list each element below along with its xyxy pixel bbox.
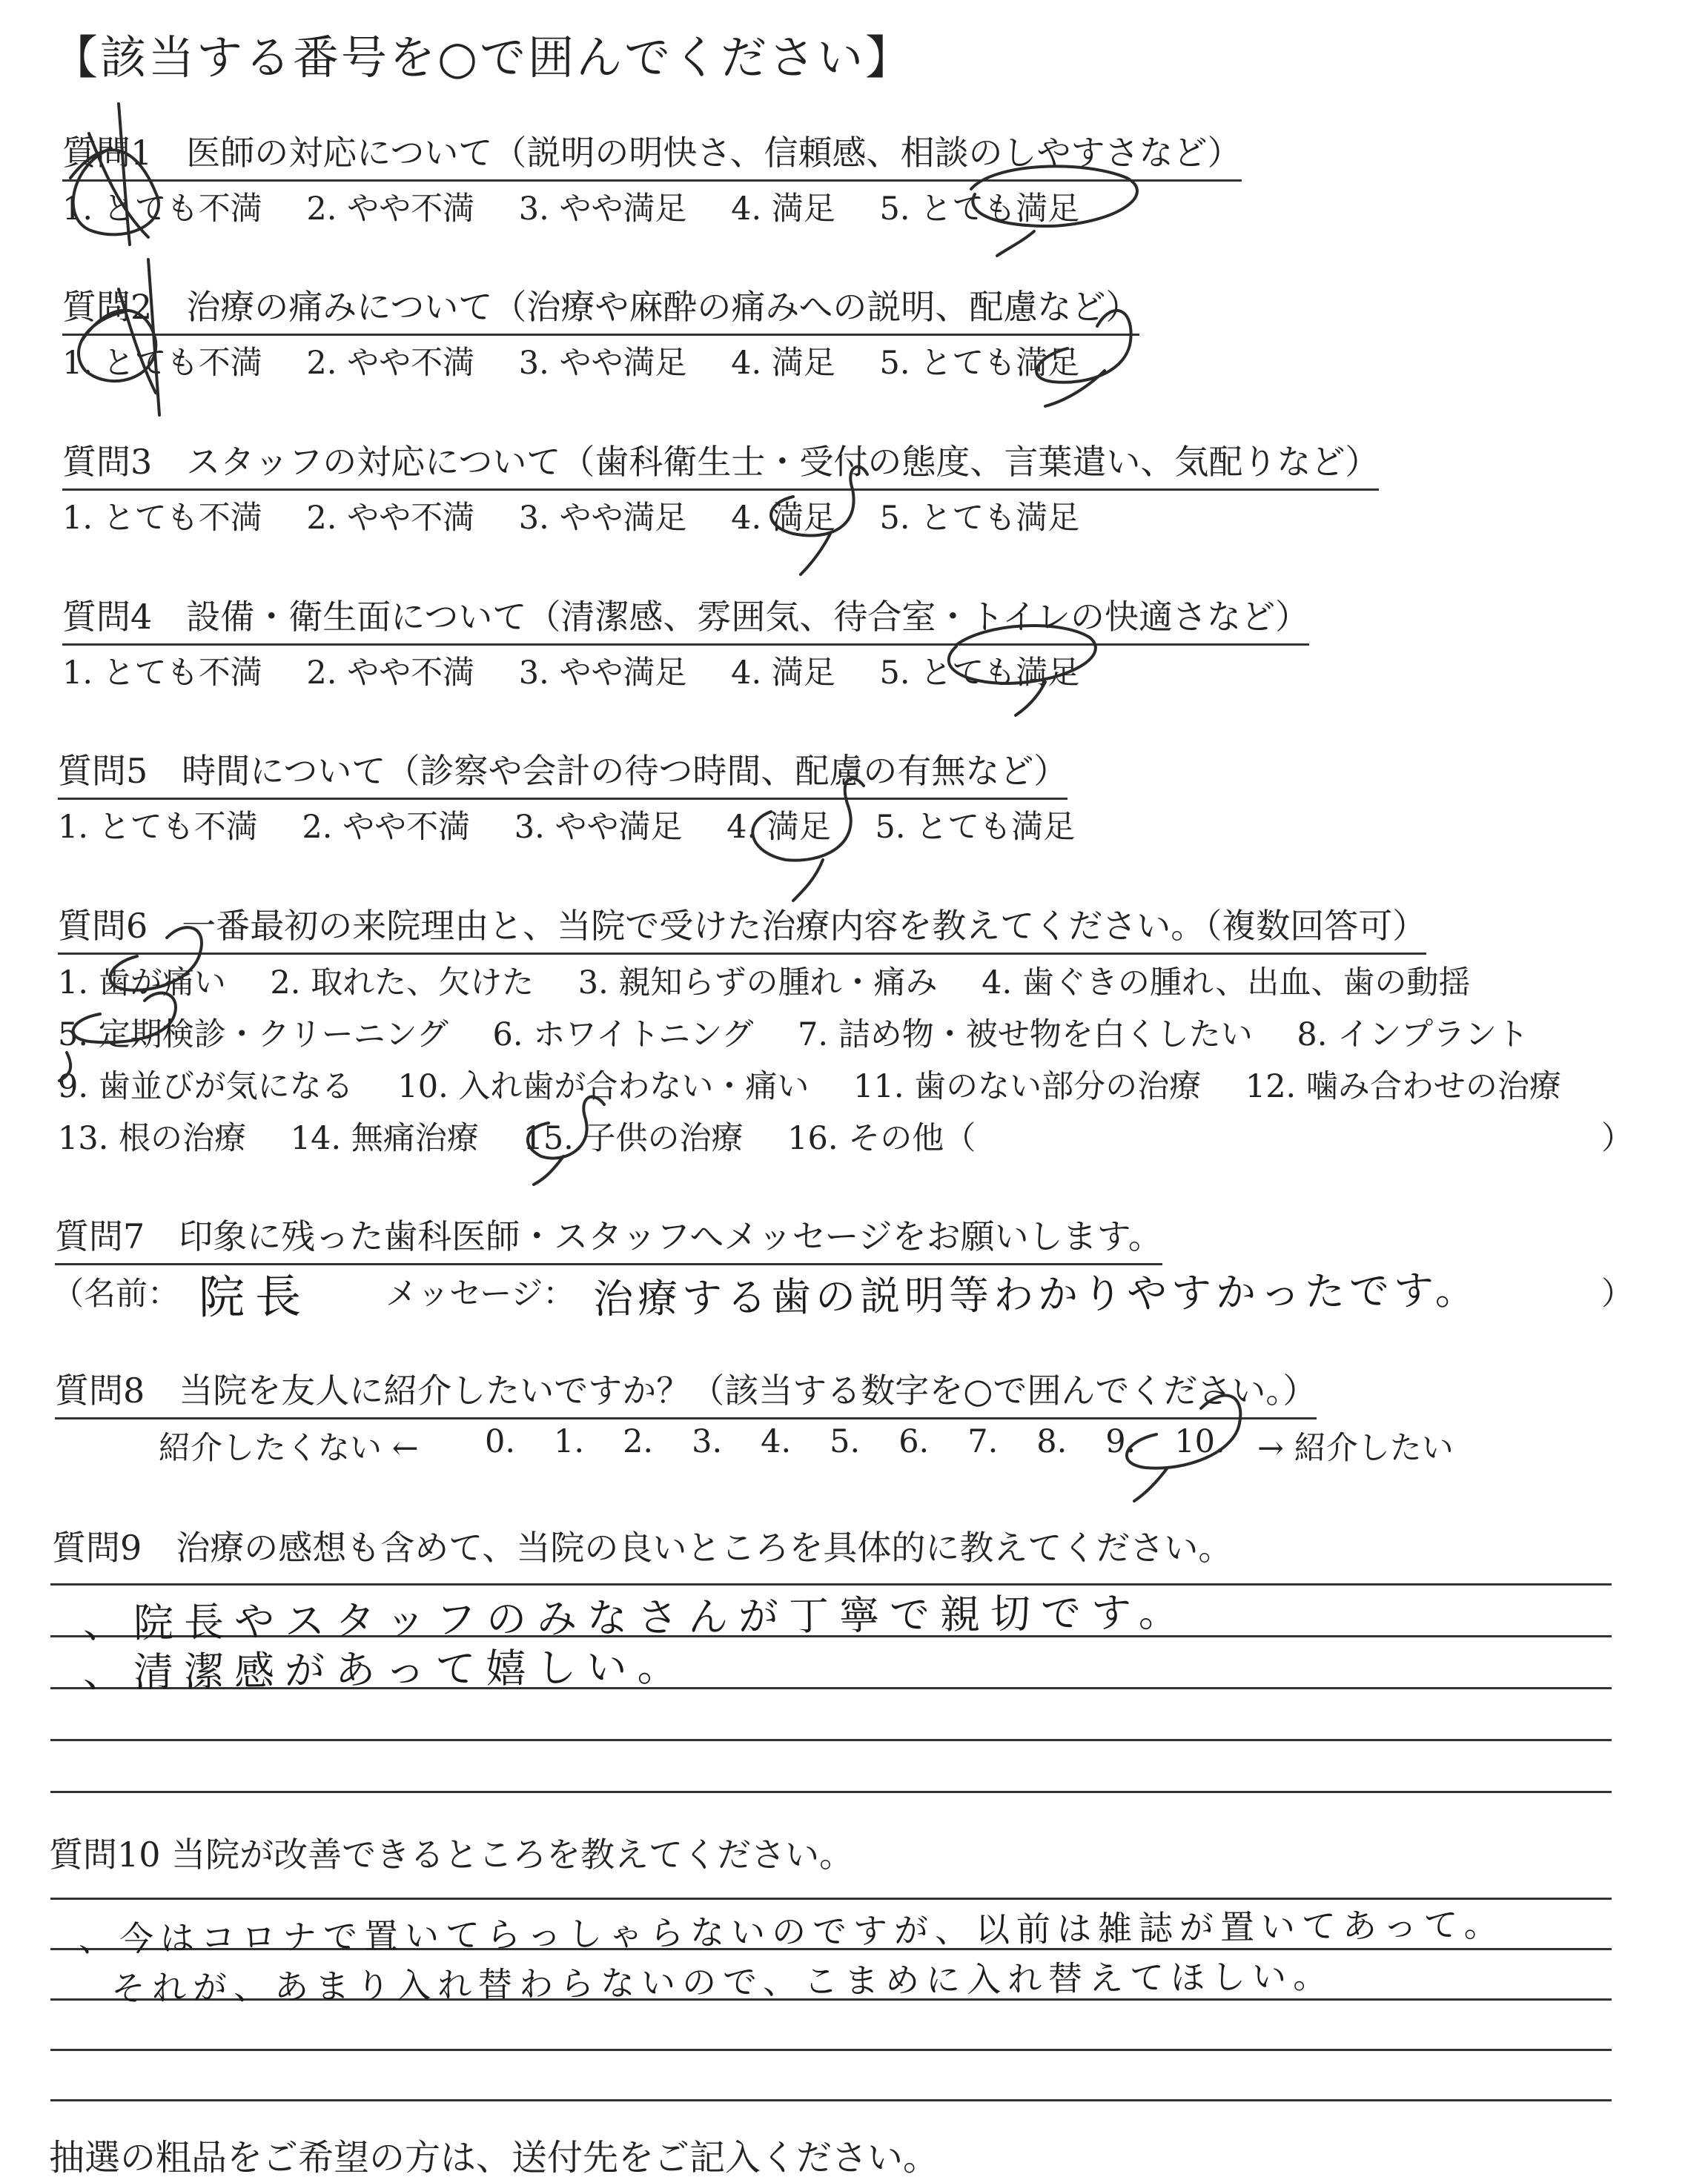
q4-title: 質問4 設備・衛生面について（清潔感、雰囲気、待合室・トイレの快適さなど） — [62, 590, 1309, 646]
q8-option-8[interactable]: 8. — [1036, 1423, 1068, 1460]
q4-option-2[interactable]: 2. やや不満 — [306, 655, 475, 692]
q2-options — [62, 338, 1113, 383]
form-title: 【該当する番号を○で囲んでください】 — [52, 30, 914, 85]
q5-option-1[interactable]: 1. とても不満 — [58, 809, 258, 846]
q1-option-5[interactable]: 5. とても満足 — [879, 190, 1080, 228]
q6-option-2[interactable]: 2. 取れた、欠けた — [270, 964, 534, 1001]
q7-title: 質問7 印象に残った歯科医師・スタッフへメッセージをお願いします。 — [55, 1210, 1162, 1265]
q1-option-1[interactable]: 1. とても不満 — [62, 190, 262, 228]
q9-title: 質問9 治療の感想も含めて、当院の良いところを具体的に教えてください。 — [52, 1528, 1233, 1568]
q3-option-1[interactable]: 1. とても不満 — [62, 500, 262, 537]
q6-option-1[interactable]: 1. 歯が痛い — [58, 964, 226, 1001]
q6-option-9[interactable]: 9. 歯並びが気になる — [58, 1068, 354, 1105]
q5-option-5[interactable]: 5. とても満足 — [875, 809, 1076, 846]
q6-option-6[interactable]: 6. ホワイトニング — [492, 1016, 754, 1053]
q4-option-1[interactable]: 1. とても不満 — [62, 655, 262, 692]
q10-answer-line-1[interactable]: 、今はコロナで置いてらっしゃらないのですが、以前は雑誌が置いてあって。 — [78, 1904, 1505, 1960]
q8-left-label: 紹介したくない ← — [159, 1430, 419, 1467]
q6-row-4 — [58, 1113, 1010, 1159]
q6-row-1 — [58, 958, 1504, 1003]
q6-title: 質問6 一番最初の来院理由と、当院で受けた治療内容を教えてください。（複数回答可） — [58, 899, 1426, 955]
q8-option-6[interactable]: 6. — [898, 1423, 930, 1460]
q2-option-5[interactable]: 5. とても満足 — [879, 345, 1080, 382]
q3-option-2[interactable]: 2. やや不満 — [306, 500, 475, 537]
q6-option-7[interactable]: 7. 詰め物・被せ物を白くしたい — [798, 1016, 1253, 1053]
q6-option-13[interactable]: 13. 根の治療 — [58, 1120, 247, 1157]
q5-title: 質問5 時間について（診察や会計の待つ時間、配慮の有無など） — [58, 744, 1068, 800]
q8-option-4[interactable]: 4. — [761, 1423, 792, 1460]
q6-option-3[interactable]: 3. 親知らずの腫れ・痛み — [577, 964, 938, 1001]
q3-option-5[interactable]: 5. とても満足 — [879, 500, 1080, 537]
q8-title: 質問8 当院を友人に紹介したいですか？（該当する数字を○で囲んでください。） — [55, 1364, 1317, 1419]
q7-message-value[interactable]: 治療する歯の説明等わかりやすかったです。 — [592, 1266, 1480, 1323]
q5-option-3[interactable]: 3. やや満足 — [514, 809, 683, 846]
q4-option-3[interactable]: 3. やや満足 — [518, 655, 687, 692]
q6-option-16[interactable]: 16. その他（ — [787, 1120, 976, 1157]
q10-answer-line-2[interactable]: それが、あまり入れ替わらないので、こまめに入れ替えてほしい。 — [110, 1955, 1334, 2009]
q5-options — [58, 802, 1109, 847]
q8-option-5[interactable]: 5. — [830, 1423, 861, 1460]
q2-title: 質問2 治療の痛みについて（治療や麻酔の痛みへの説明、配慮など） — [62, 280, 1139, 336]
q8-option-7[interactable]: 7. — [967, 1423, 999, 1460]
q9-line-5 — [50, 1791, 1612, 1793]
q3-option-4[interactable]: 4. 満足 — [731, 500, 835, 537]
q8-scale — [485, 1423, 1248, 1460]
q6-option-11[interactable]: 11. 歯のない部分の治療 — [853, 1068, 1202, 1105]
q6-option-15[interactable]: 15. 子供の治療 — [523, 1120, 744, 1157]
q2-option-4[interactable]: 4. 満足 — [731, 345, 835, 382]
q8-option-0[interactable]: 0. — [485, 1423, 516, 1460]
q9-answer-line-1[interactable]: 、院長やスタッフのみなさんが丁寧で親切です。 — [82, 1588, 1190, 1647]
q7-close-paren: ） — [1601, 1276, 1633, 1313]
q8-right-label: → 紹介したい — [1257, 1430, 1454, 1467]
q8-option-1[interactable]: 1. — [554, 1423, 585, 1460]
q6-option-12[interactable]: 12. 噛み合わせの治療 — [1245, 1068, 1561, 1105]
q7-name-value[interactable]: 院長 — [198, 1269, 312, 1325]
q3-options — [62, 493, 1113, 538]
q6-option-14[interactable]: 14. 無痛治療 — [290, 1120, 479, 1157]
q4-option-4[interactable]: 4. 満足 — [731, 655, 835, 692]
q9-answer-line-2[interactable]: 、清潔感があって嬉しい。 — [82, 1643, 688, 1697]
q3-option-3[interactable]: 3. やや満足 — [518, 500, 687, 537]
q6-option-8[interactable]: 8. インプラント — [1297, 1016, 1529, 1053]
q4-option-5[interactable]: 5. とても満足 — [879, 655, 1080, 692]
q10-line-5 — [50, 2099, 1612, 2101]
q2-option-3[interactable]: 3. やや満足 — [518, 345, 687, 382]
q6-option-10[interactable]: 10. 入れ歯が合わない・痛い — [397, 1068, 810, 1105]
q1-option-3[interactable]: 3. やや満足 — [518, 190, 687, 228]
q1-option-4[interactable]: 4. 満足 — [731, 190, 835, 228]
q4-options — [62, 648, 1113, 693]
q6-row-3 — [58, 1061, 1595, 1107]
q8-option-3[interactable]: 3. — [692, 1423, 723, 1460]
footer-note: 抽選の粗品をご希望の方は、送付先をご記入ください。 — [49, 2137, 939, 2179]
q7-name-label: （名前： — [52, 1276, 179, 1313]
q2-option-2[interactable]: 2. やや不満 — [306, 345, 475, 382]
q1-title: 質問1 医師の対応について（説明の明快さ、信頼感、相談のしやすさなど） — [62, 126, 1242, 182]
q1-options — [62, 184, 1113, 229]
q6-other-close: ） — [1601, 1120, 1633, 1157]
q10-title: 質問10 当院が改善できるところを教えてください。 — [49, 1835, 854, 1875]
q8-option-9[interactable]: 9. — [1105, 1423, 1136, 1460]
q5-option-4[interactable]: 4. 満足 — [726, 809, 831, 846]
q6-option-4[interactable]: 4. 歯ぐきの腫れ、出血、歯の動揺 — [982, 964, 1471, 1001]
q6-row-2 — [58, 1010, 1563, 1055]
q6-option-5[interactable]: 5. 定期検診・クリーニング — [58, 1016, 448, 1053]
q2-option-1[interactable]: 1. とても不満 — [62, 345, 262, 382]
q10-line-4 — [50, 2049, 1612, 2051]
q3-title: 質問3 スタッフの対応について（歯科衛生士・受付の態度、言葉遣い、気配りなど） — [62, 435, 1379, 491]
q1-option-2[interactable]: 2. やや不満 — [306, 190, 475, 228]
q8-option-10[interactable]: 10. — [1174, 1423, 1225, 1460]
q5-option-2[interactable]: 2. やや不満 — [302, 809, 471, 846]
q7-message-label: メッセージ： — [385, 1276, 575, 1313]
q8-option-2[interactable]: 2. — [623, 1423, 654, 1460]
q9-line-4 — [50, 1739, 1612, 1741]
